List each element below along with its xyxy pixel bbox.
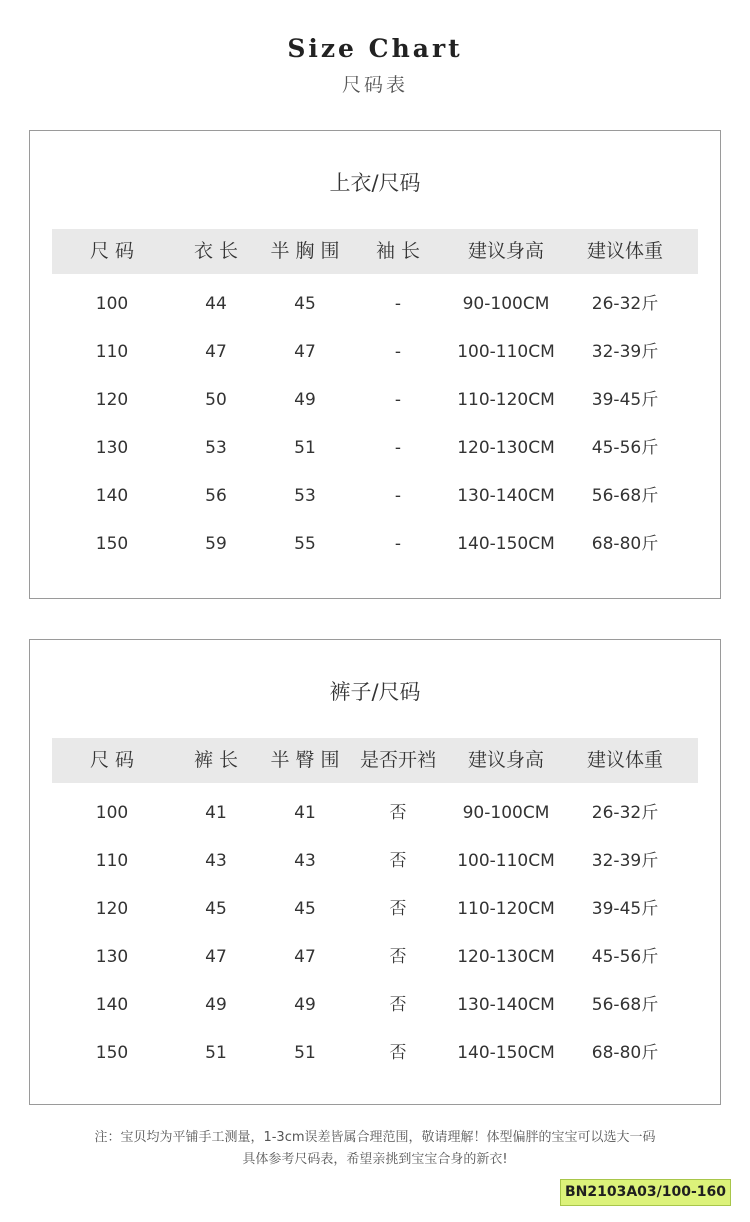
cell-length: 47 [205, 342, 227, 362]
cell-length: 56 [205, 486, 227, 506]
cell-pants-length: 47 [205, 947, 227, 967]
cell-half-hip: 45 [294, 899, 316, 919]
table-row [52, 337, 698, 367]
cell-sleeve: - [394, 390, 402, 410]
cell-weight: 39-45斤 [591, 390, 659, 410]
cell-half-chest: 53 [294, 486, 316, 506]
cell-height: 110-120CM [457, 899, 555, 919]
cell-size: 120 [95, 899, 129, 919]
cell-pants-length: 41 [205, 803, 227, 823]
cell-sleeve: - [394, 486, 402, 506]
cell-size: 110 [95, 851, 129, 871]
cell-weight: 45-56斤 [591, 438, 659, 458]
cell-height: 130-140CM [457, 486, 555, 506]
cell-weight: 26-32斤 [591, 803, 659, 823]
cell-sleeve: - [394, 342, 402, 362]
cell-height: 120-130CM [457, 438, 555, 458]
cell-size: 140 [95, 486, 129, 506]
header-height: 建议身高 [467, 240, 545, 262]
cell-length: 53 [205, 438, 227, 458]
cell-half-chest: 51 [294, 438, 316, 458]
table-row [52, 1038, 698, 1068]
cell-pants-length: 45 [205, 899, 227, 919]
chart-title: Size Chart [287, 34, 463, 63]
tops-table-title: 上衣/尺码 [329, 171, 421, 195]
product-code-badge: BN2103A03/100-160 [560, 1179, 731, 1206]
cell-weight: 68-80斤 [591, 1043, 659, 1063]
table-row [52, 990, 698, 1020]
cell-size: 150 [95, 534, 129, 554]
table-row [52, 894, 698, 924]
cell-size: 140 [95, 995, 129, 1015]
cell-sleeve: - [394, 534, 402, 554]
cell-open-crotch: 否 [389, 995, 407, 1015]
cell-sleeve: - [394, 294, 402, 314]
table-row [52, 385, 698, 415]
cell-open-crotch: 否 [389, 851, 407, 871]
header-length: 衣 长 [193, 240, 239, 262]
header-pants-length: 裤 长 [193, 749, 239, 771]
chart-subtitle: 尺码表 [341, 74, 408, 96]
table-row [52, 289, 698, 319]
cell-half-chest: 55 [294, 534, 316, 554]
cell-length: 59 [205, 534, 227, 554]
cell-half-hip: 43 [294, 851, 316, 871]
header-weight: 建议体重 [586, 240, 664, 262]
header-size: 尺 码 [89, 240, 135, 262]
cell-pants-length: 43 [205, 851, 227, 871]
cell-half-chest: 45 [294, 294, 316, 314]
tops-size-table [29, 130, 721, 599]
cell-size: 150 [95, 1043, 129, 1063]
cell-size: 130 [95, 947, 129, 967]
tops-header-row [52, 229, 698, 274]
measurement-note: 注：宝贝均为平铺手工测量，1-3cm误差皆属合理范围，敬请理解！体型偏胖的宝宝可以选大一码 [94, 1130, 656, 1145]
table-row [52, 433, 698, 463]
cell-height: 90-100CM [462, 803, 550, 823]
table-row [52, 942, 698, 972]
cell-pants-length: 49 [205, 995, 227, 1015]
cell-weight: 26-32斤 [591, 294, 659, 314]
header-sleeve: 袖 长 [375, 240, 421, 262]
cell-height: 120-130CM [457, 947, 555, 967]
cell-open-crotch: 否 [389, 1043, 407, 1063]
cell-half-chest: 49 [294, 390, 316, 410]
cell-height: 90-100CM [462, 294, 550, 314]
table-row [52, 798, 698, 828]
cell-size: 130 [95, 438, 129, 458]
cell-size: 100 [95, 294, 129, 314]
cell-weight: 32-39斤 [591, 342, 659, 362]
cell-sleeve: - [394, 438, 402, 458]
cell-half-hip: 41 [294, 803, 316, 823]
cell-size: 110 [95, 342, 129, 362]
cell-height: 130-140CM [457, 995, 555, 1015]
cell-size: 120 [95, 390, 129, 410]
cell-height: 140-150CM [457, 1043, 555, 1063]
table-row [52, 529, 698, 559]
cell-half-hip: 49 [294, 995, 316, 1015]
cell-weight: 32-39斤 [591, 851, 659, 871]
header-half-chest: 半 胸 围 [270, 240, 340, 262]
cell-length: 50 [205, 390, 227, 410]
cell-height: 140-150CM [457, 534, 555, 554]
cell-weight: 56-68斤 [591, 486, 659, 506]
measurement-note-continued: 具体参考尺码表，希望亲挑到宝宝合身的新衣! [242, 1152, 508, 1167]
header-open-crotch: 是否开裆 [359, 749, 437, 771]
table-row [52, 481, 698, 511]
cell-half-hip: 51 [294, 1043, 316, 1063]
cell-pants-length: 51 [205, 1043, 227, 1063]
pants-table-title: 裤子/尺码 [329, 680, 421, 704]
header-weight: 建议体重 [586, 749, 664, 771]
cell-height: 110-120CM [457, 390, 555, 410]
cell-half-hip: 47 [294, 947, 316, 967]
cell-open-crotch: 否 [389, 899, 407, 919]
cell-height: 100-110CM [457, 342, 555, 362]
cell-weight: 68-80斤 [591, 534, 659, 554]
cell-weight: 45-56斤 [591, 947, 659, 967]
pants-size-table [29, 639, 721, 1105]
cell-weight: 39-45斤 [591, 899, 659, 919]
cell-weight: 56-68斤 [591, 995, 659, 1015]
pants-header-row [52, 738, 698, 783]
header-half-hip: 半 臀 围 [270, 749, 340, 771]
cell-open-crotch: 否 [389, 803, 407, 823]
cell-half-chest: 47 [294, 342, 316, 362]
table-row [52, 846, 698, 876]
cell-size: 100 [95, 803, 129, 823]
cell-height: 100-110CM [457, 851, 555, 871]
header-height: 建议身高 [467, 749, 545, 771]
cell-open-crotch: 否 [389, 947, 407, 967]
header-size: 尺 码 [89, 749, 135, 771]
cell-length: 44 [205, 294, 227, 314]
